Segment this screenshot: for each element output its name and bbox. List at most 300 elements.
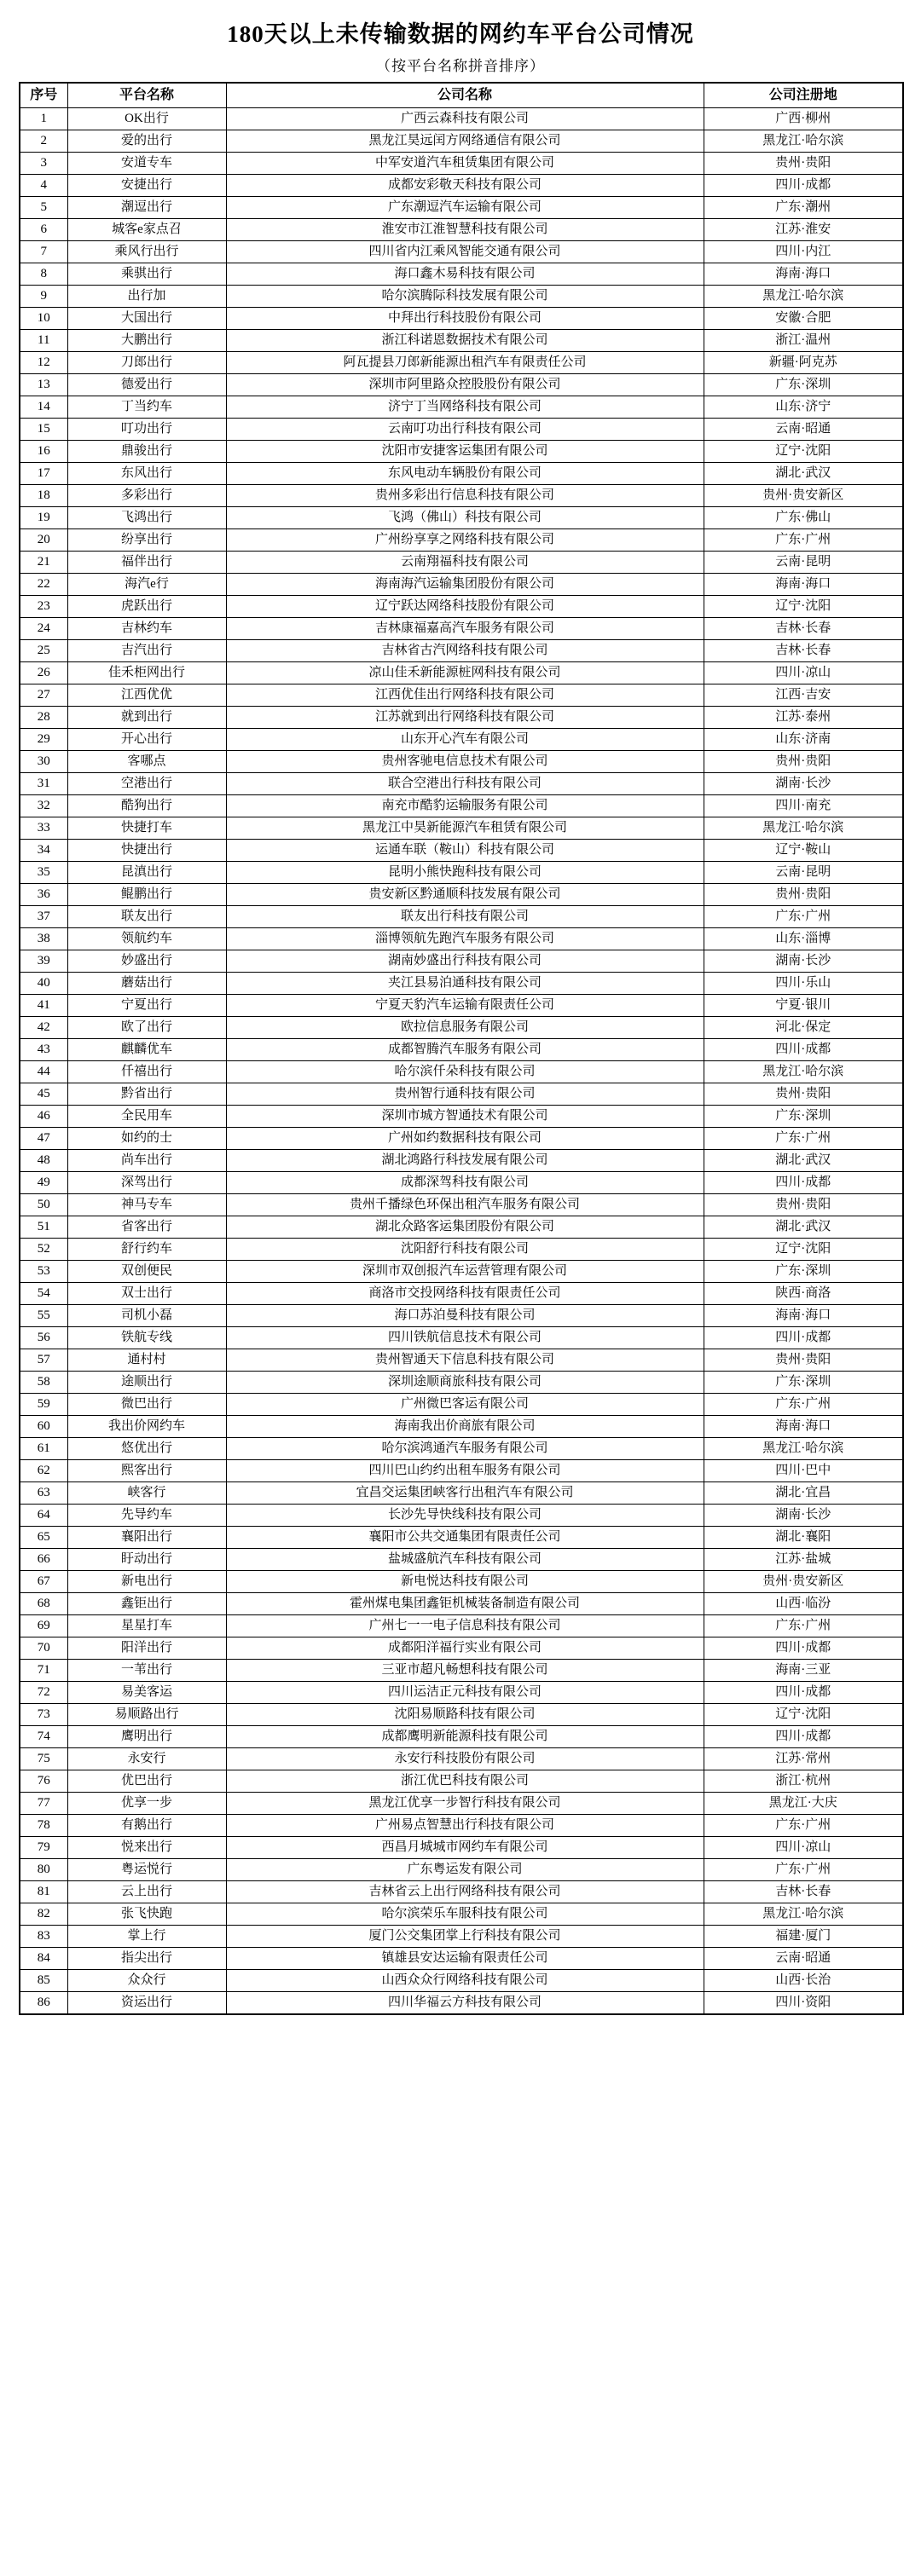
row-company-name: 宁夏天豹汽车运输有限责任公司 [226, 995, 704, 1017]
row-index: 25 [20, 640, 67, 662]
row-index: 85 [20, 1970, 67, 1992]
row-index: 52 [20, 1239, 67, 1261]
row-platform-name: 粤运悦行 [67, 1859, 226, 1881]
row-company-name: 盐城盛航汽车科技有限公司 [226, 1549, 704, 1571]
row-index: 60 [20, 1416, 67, 1438]
row-platform-name: 掌上行 [67, 1926, 226, 1948]
table-row [20, 1881, 903, 1903]
row-company-name: 成都深驾科技有限公司 [226, 1172, 704, 1194]
row-registration-place: 山东·济宁 [704, 396, 903, 419]
table-row [20, 973, 903, 995]
table-row [20, 618, 903, 640]
row-company-name: 吉林省古汽网络科技有限公司 [226, 640, 704, 662]
row-index: 61 [20, 1438, 67, 1460]
row-registration-place: 贵州·贵阳 [704, 884, 903, 906]
row-platform-name: 司机小磊 [67, 1305, 226, 1327]
table-row [20, 1571, 903, 1593]
row-company-name: 凉山佳禾新能源桩网科技有限公司 [226, 662, 704, 684]
row-company-name: 浙江科诺恩数据技术有限公司 [226, 330, 704, 352]
table-row [20, 1327, 903, 1349]
row-index: 53 [20, 1261, 67, 1283]
row-company-name: 南充市酷豹运输服务有限公司 [226, 795, 704, 817]
row-registration-place: 辽宁·沈阳 [704, 596, 903, 618]
row-company-name: 黑龙江优享一步智行科技有限公司 [226, 1793, 704, 1815]
row-company-name: 沈阳市安捷客运集团有限公司 [226, 441, 704, 463]
row-registration-place: 四川·凉山 [704, 1837, 903, 1859]
row-registration-place: 广东·深圳 [704, 1106, 903, 1128]
table-row [20, 1549, 903, 1571]
table-row [20, 1172, 903, 1194]
row-index: 65 [20, 1527, 67, 1549]
row-company-name: 宜昌交运集团峡客行出租汽车有限公司 [226, 1482, 704, 1505]
row-company-name: 广东潮逗汽车运输有限公司 [226, 197, 704, 219]
table-row [20, 1061, 903, 1083]
row-company-name: 襄阳市公共交通集团有限责任公司 [226, 1527, 704, 1549]
row-platform-name: 有鹅出行 [67, 1815, 226, 1837]
row-index: 15 [20, 419, 67, 441]
row-index: 40 [20, 973, 67, 995]
row-platform-name: 东风出行 [67, 463, 226, 485]
table-row [20, 197, 903, 219]
row-company-name: 广东粤运发有限公司 [226, 1859, 704, 1881]
table-body [20, 108, 903, 2015]
row-registration-place: 湖南·长沙 [704, 1505, 903, 1527]
row-company-name: 深圳途顺商旅科技有限公司 [226, 1372, 704, 1394]
table-row [20, 286, 903, 308]
row-index: 20 [20, 529, 67, 552]
row-company-name: 霍州煤电集团鑫钜机械装备制造有限公司 [226, 1593, 704, 1615]
row-index: 72 [20, 1682, 67, 1704]
row-registration-place: 广东·广州 [704, 1815, 903, 1837]
row-index: 82 [20, 1903, 67, 1926]
table-row [20, 729, 903, 751]
row-index: 39 [20, 950, 67, 973]
row-platform-name: 云上出行 [67, 1881, 226, 1903]
row-platform-name: 先导约车 [67, 1505, 226, 1527]
row-platform-name: 星星打车 [67, 1615, 226, 1637]
row-registration-place: 海南·海口 [704, 1416, 903, 1438]
row-registration-place: 四川·内江 [704, 241, 903, 263]
row-company-name: 联友出行科技有限公司 [226, 906, 704, 928]
row-index: 63 [20, 1482, 67, 1505]
row-company-name: 吉林康福嘉高汽车服务有限公司 [226, 618, 704, 640]
row-registration-place: 四川·成都 [704, 1039, 903, 1061]
row-platform-name: 虎跃出行 [67, 596, 226, 618]
row-registration-place: 吉林·长春 [704, 1881, 903, 1903]
row-registration-place: 湖北·武汉 [704, 463, 903, 485]
row-index: 81 [20, 1881, 67, 1903]
row-registration-place: 福建·厦门 [704, 1926, 903, 1948]
row-index: 31 [20, 773, 67, 795]
row-registration-place: 辽宁·沈阳 [704, 1704, 903, 1726]
row-index: 69 [20, 1615, 67, 1637]
row-platform-name: 悠优出行 [67, 1438, 226, 1460]
row-company-name: 哈尔滨腾际科技发展有限公司 [226, 286, 704, 308]
platform-table [19, 82, 904, 2015]
row-registration-place: 广东·广州 [704, 1394, 903, 1416]
row-index: 8 [20, 263, 67, 286]
row-platform-name: 黔省出行 [67, 1083, 226, 1106]
row-platform-name: 资运出行 [67, 1992, 226, 2015]
row-company-name: 成都阳洋福行实业有限公司 [226, 1637, 704, 1660]
row-registration-place: 广东·广州 [704, 1859, 903, 1881]
row-platform-name: 丁当约车 [67, 396, 226, 419]
row-platform-name: 安捷出行 [67, 175, 226, 197]
row-registration-place: 湖北·武汉 [704, 1150, 903, 1172]
row-registration-place: 广东·广州 [704, 1615, 903, 1637]
row-index: 58 [20, 1372, 67, 1394]
row-platform-name: 出行加 [67, 286, 226, 308]
row-platform-name: 我出价网约车 [67, 1416, 226, 1438]
row-company-name: 哈尔滨荣乐车服科技有限公司 [226, 1903, 704, 1926]
table-row [20, 552, 903, 574]
row-registration-place: 辽宁·沈阳 [704, 1239, 903, 1261]
page-subtitle: （按平台名称拼音排序） [376, 58, 545, 74]
row-company-name: 阿瓦提县刀郎新能源出租汽车有限责任公司 [226, 352, 704, 374]
table-row [20, 263, 903, 286]
row-index: 16 [20, 441, 67, 463]
row-registration-place: 新疆·阿克苏 [704, 352, 903, 374]
row-registration-place: 四川·成都 [704, 1726, 903, 1748]
row-company-name: 四川省内江乘风智能交通有限公司 [226, 241, 704, 263]
row-platform-name: 刀郎出行 [67, 352, 226, 374]
table-row [20, 1039, 903, 1061]
table-row [20, 529, 903, 552]
row-company-name: 海口苏泊曼科技有限公司 [226, 1305, 704, 1327]
table-row [20, 485, 903, 507]
table-row [20, 1349, 903, 1372]
row-company-name: 西昌月城城市网约车有限公司 [226, 1837, 704, 1859]
row-platform-name: 乘风行出行 [67, 241, 226, 263]
row-registration-place: 贵州·贵安新区 [704, 1571, 903, 1593]
table-row [20, 840, 903, 862]
row-platform-name: 襄阳出行 [67, 1527, 226, 1549]
table-row [20, 1372, 903, 1394]
row-registration-place: 湖北·襄阳 [704, 1527, 903, 1549]
row-company-name: 成都智腾汽车服务有限公司 [226, 1039, 704, 1061]
table-row [20, 817, 903, 840]
table-row [20, 1261, 903, 1283]
row-company-name: 成都鹰明新能源科技有限公司 [226, 1726, 704, 1748]
row-index: 7 [20, 241, 67, 263]
table-row [20, 396, 903, 419]
row-platform-name: 通村村 [67, 1349, 226, 1372]
row-registration-place: 四川·资阳 [704, 1992, 903, 2015]
row-platform-name: 大鹏出行 [67, 330, 226, 352]
row-index: 57 [20, 1349, 67, 1372]
column-header-company: 公司名称 [226, 83, 704, 108]
row-index: 86 [20, 1992, 67, 2015]
table-row [20, 1460, 903, 1482]
row-company-name: 湖北鸿路行科技发展有限公司 [226, 1150, 704, 1172]
row-company-name: 吉林省云上出行网络科技有限公司 [226, 1881, 704, 1903]
row-index: 73 [20, 1704, 67, 1726]
table-row [20, 1106, 903, 1128]
row-index: 12 [20, 352, 67, 374]
row-company-name: 飞鸿（佛山）科技有限公司 [226, 507, 704, 529]
row-platform-name: 双士出行 [67, 1283, 226, 1305]
row-platform-name: 全民用车 [67, 1106, 226, 1128]
row-registration-place: 广东·深圳 [704, 1372, 903, 1394]
row-index: 24 [20, 618, 67, 640]
row-platform-name: 潮逗出行 [67, 197, 226, 219]
table-row [20, 1505, 903, 1527]
table-row [20, 1970, 903, 1992]
row-index: 48 [20, 1150, 67, 1172]
table-row [20, 1615, 903, 1637]
row-company-name: 淄博领航先跑汽车服务有限公司 [226, 928, 704, 950]
row-registration-place: 辽宁·鞍山 [704, 840, 903, 862]
row-index: 38 [20, 928, 67, 950]
row-index: 45 [20, 1083, 67, 1106]
row-platform-name: 峡客行 [67, 1482, 226, 1505]
row-index: 68 [20, 1593, 67, 1615]
row-registration-place: 吉林·长春 [704, 640, 903, 662]
row-platform-name: 舒行约车 [67, 1239, 226, 1261]
row-company-name: 沈阳易顺路科技有限公司 [226, 1704, 704, 1726]
row-company-name: 广西云森科技有限公司 [226, 108, 704, 130]
row-registration-place: 江苏·常州 [704, 1748, 903, 1770]
row-platform-name: 优巴出行 [67, 1770, 226, 1793]
table-row [20, 352, 903, 374]
row-registration-place: 贵州·贵阳 [704, 1349, 903, 1372]
row-registration-place: 黑龙江·大庆 [704, 1793, 903, 1815]
row-platform-name: 熙客出行 [67, 1460, 226, 1482]
row-registration-place: 海南·海口 [704, 263, 903, 286]
row-company-name: 海南我出价商旅有限公司 [226, 1416, 704, 1438]
row-registration-place: 黑龙江·哈尔滨 [704, 1903, 903, 1926]
row-platform-name: 途顺出行 [67, 1372, 226, 1394]
row-registration-place: 山东·淄博 [704, 928, 903, 950]
row-index: 74 [20, 1726, 67, 1748]
row-platform-name: 新电出行 [67, 1571, 226, 1593]
table-row [20, 130, 903, 153]
row-index: 3 [20, 153, 67, 175]
row-registration-place: 四川·凉山 [704, 662, 903, 684]
row-platform-name: 铁航专线 [67, 1327, 226, 1349]
row-company-name: 成都安彩敬天科技有限公司 [226, 175, 704, 197]
table-row [20, 1017, 903, 1039]
row-index: 78 [20, 1815, 67, 1837]
column-header-index: 序号 [20, 83, 67, 108]
table-row [20, 1793, 903, 1815]
table-row [20, 1815, 903, 1837]
row-index: 84 [20, 1948, 67, 1970]
table-row [20, 1305, 903, 1327]
row-company-name: 广州如约数据科技有限公司 [226, 1128, 704, 1150]
row-registration-place: 湖北·宜昌 [704, 1482, 903, 1505]
row-index: 13 [20, 374, 67, 396]
table-row [20, 906, 903, 928]
row-index: 32 [20, 795, 67, 817]
table-row [20, 995, 903, 1017]
row-company-name: 四川巴山约约出租车服务有限公司 [226, 1460, 704, 1482]
row-platform-name: 大国出行 [67, 308, 226, 330]
row-platform-name: 福伴出行 [67, 552, 226, 574]
table-row [20, 950, 903, 973]
row-platform-name: 盱动出行 [67, 1549, 226, 1571]
row-index: 11 [20, 330, 67, 352]
table-row [20, 1704, 903, 1726]
row-index: 43 [20, 1039, 67, 1061]
row-company-name: 江苏就到出行网络科技有限公司 [226, 707, 704, 729]
table-row [20, 1394, 903, 1416]
table-header-row [20, 83, 903, 108]
row-index: 21 [20, 552, 67, 574]
row-platform-name: 乘骐出行 [67, 263, 226, 286]
row-platform-name: 德爱出行 [67, 374, 226, 396]
row-company-name: 贵州智行通科技有限公司 [226, 1083, 704, 1106]
row-platform-name: 阳洋出行 [67, 1637, 226, 1660]
row-company-name: 哈尔滨仟朵科技有限公司 [226, 1061, 704, 1083]
row-platform-name: 领航约车 [67, 928, 226, 950]
table-row [20, 1948, 903, 1970]
row-index: 67 [20, 1571, 67, 1593]
row-company-name: 山东开心汽车有限公司 [226, 729, 704, 751]
row-registration-place: 广西·柳州 [704, 108, 903, 130]
row-registration-place: 广东·潮州 [704, 197, 903, 219]
row-registration-place: 四川·乐山 [704, 973, 903, 995]
row-registration-place: 陕西·商洛 [704, 1283, 903, 1305]
row-platform-name: 一苇出行 [67, 1660, 226, 1682]
row-index: 17 [20, 463, 67, 485]
row-company-name: 济宁丁当网络科技有限公司 [226, 396, 704, 419]
row-platform-name: 神马专车 [67, 1194, 226, 1216]
row-platform-name: 众众行 [67, 1970, 226, 1992]
row-platform-name: 客哪点 [67, 751, 226, 773]
table-row [20, 1416, 903, 1438]
row-index: 77 [20, 1793, 67, 1815]
table-row [20, 1593, 903, 1615]
page-title: 180天以上未传输数据的网约车平台公司情况 [227, 21, 694, 47]
row-platform-name: 吉汽出行 [67, 640, 226, 662]
row-registration-place: 湖南·长沙 [704, 773, 903, 795]
row-company-name: 贵安新区黔通顺科技发展有限公司 [226, 884, 704, 906]
row-registration-place: 山东·济南 [704, 729, 903, 751]
row-index: 37 [20, 906, 67, 928]
row-company-name: 海口鑫木易科技有限公司 [226, 263, 704, 286]
row-index: 56 [20, 1327, 67, 1349]
row-platform-name: 宁夏出行 [67, 995, 226, 1017]
table-row [20, 153, 903, 175]
row-registration-place: 贵州·贵阳 [704, 153, 903, 175]
row-company-name: 贵州多彩出行信息科技有限公司 [226, 485, 704, 507]
table-row [20, 1992, 903, 2015]
table-row [20, 1216, 903, 1239]
row-registration-place: 四川·成都 [704, 1172, 903, 1194]
row-company-name: 三亚市超凡畅想科技有限公司 [226, 1660, 704, 1682]
row-registration-place: 广东·佛山 [704, 507, 903, 529]
row-company-name: 运通车联（鞍山）科技有限公司 [226, 840, 704, 862]
row-index: 76 [20, 1770, 67, 1793]
table-row [20, 928, 903, 950]
row-company-name: 云南翔福科技有限公司 [226, 552, 704, 574]
row-registration-place: 四川·南充 [704, 795, 903, 817]
row-registration-place: 云南·昭通 [704, 419, 903, 441]
row-platform-name: 海汽e行 [67, 574, 226, 596]
table-row [20, 1128, 903, 1150]
row-platform-name: 悦来出行 [67, 1837, 226, 1859]
table-row [20, 241, 903, 263]
row-registration-place: 江苏·淮安 [704, 219, 903, 241]
row-index: 83 [20, 1926, 67, 1948]
row-company-name: 四川运洁正元科技有限公司 [226, 1682, 704, 1704]
row-registration-place: 贵州·贵阳 [704, 751, 903, 773]
row-company-name: 永安行科技股份有限公司 [226, 1748, 704, 1770]
table-row [20, 1637, 903, 1660]
row-company-name: 商洛市交投网络科技有限责任公司 [226, 1283, 704, 1305]
row-registration-place: 四川·巴中 [704, 1460, 903, 1482]
row-registration-place: 广东·广州 [704, 906, 903, 928]
row-company-name: 云南叮功出行科技有限公司 [226, 419, 704, 441]
row-index: 30 [20, 751, 67, 773]
table-row [20, 1770, 903, 1793]
row-registration-place: 广东·深圳 [704, 1261, 903, 1283]
row-platform-name: 联友出行 [67, 906, 226, 928]
row-company-name: 欧拉信息服务有限公司 [226, 1017, 704, 1039]
table-row [20, 507, 903, 529]
row-index: 49 [20, 1172, 67, 1194]
row-company-name: 贵州客驰电信息技术有限公司 [226, 751, 704, 773]
row-registration-place: 云南·昆明 [704, 552, 903, 574]
row-registration-place: 四川·成都 [704, 1327, 903, 1349]
row-index: 29 [20, 729, 67, 751]
row-platform-name: 空港出行 [67, 773, 226, 795]
row-platform-name: 飞鸿出行 [67, 507, 226, 529]
table-row [20, 1660, 903, 1682]
row-platform-name: 佳禾柜网出行 [67, 662, 226, 684]
table-row [20, 1150, 903, 1172]
row-platform-name: 麒麟优车 [67, 1039, 226, 1061]
row-registration-place: 贵州·贵阳 [704, 1083, 903, 1106]
column-header-platform: 平台名称 [67, 83, 226, 108]
row-registration-place: 四川·成都 [704, 175, 903, 197]
row-registration-place: 浙江·温州 [704, 330, 903, 352]
row-company-name: 广州易点智慧出行科技有限公司 [226, 1815, 704, 1837]
table-row [20, 108, 903, 130]
table-row [20, 1438, 903, 1460]
row-registration-place: 江苏·泰州 [704, 707, 903, 729]
row-company-name: 湖北众路客运集团股份有限公司 [226, 1216, 704, 1239]
table-row [20, 441, 903, 463]
row-registration-place: 海南·海口 [704, 1305, 903, 1327]
row-company-name: 镇雄县安达运输有限责任公司 [226, 1948, 704, 1970]
row-registration-place: 吉林·长春 [704, 618, 903, 640]
row-platform-name: 鹰明出行 [67, 1726, 226, 1748]
row-company-name: 湖南妙盛出行科技有限公司 [226, 950, 704, 973]
row-registration-place: 云南·昭通 [704, 1948, 903, 1970]
row-company-name: 浙江优巴科技有限公司 [226, 1770, 704, 1793]
table-row [20, 463, 903, 485]
row-registration-place: 贵州·贵阳 [704, 1194, 903, 1216]
row-platform-name: 爱的出行 [67, 130, 226, 153]
table-row [20, 374, 903, 396]
table-row [20, 1837, 903, 1859]
table-row [20, 751, 903, 773]
table-row [20, 330, 903, 352]
row-registration-place: 安徽·合肥 [704, 308, 903, 330]
row-registration-place: 黑龙江·哈尔滨 [704, 1438, 903, 1460]
table-row [20, 1527, 903, 1549]
row-company-name: 江西优佳出行网络科技有限公司 [226, 684, 704, 707]
row-platform-name: 欧了出行 [67, 1017, 226, 1039]
row-index: 34 [20, 840, 67, 862]
row-company-name: 新电悦达科技有限公司 [226, 1571, 704, 1593]
row-platform-name: 双创便民 [67, 1261, 226, 1283]
table-row [20, 1239, 903, 1261]
row-index: 66 [20, 1549, 67, 1571]
row-index: 70 [20, 1637, 67, 1660]
